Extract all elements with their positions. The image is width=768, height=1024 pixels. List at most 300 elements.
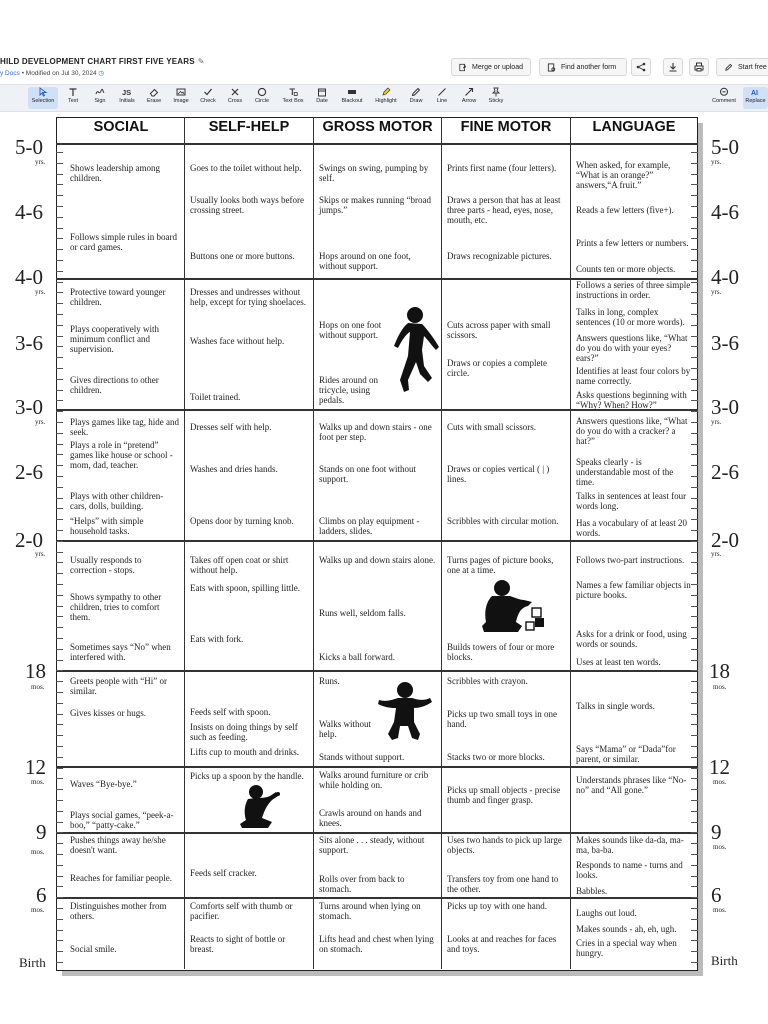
- tool-cross[interactable]: [225, 87, 245, 109]
- line-icon: [437, 87, 447, 97]
- age-tick: [691, 530, 698, 531]
- social-item: Plays a role in “pretend” games like house or school - mom, dad, teacher.: [70, 440, 173, 470]
- age-tick: [56, 562, 63, 563]
- language-item: Follows two-part instructions.: [576, 555, 685, 565]
- language-item: Asks questions beginning with “Why? When? How?”: [576, 390, 687, 410]
- self-help-item: Washes and dries hands.: [190, 464, 278, 474]
- age-tick: [56, 390, 63, 391]
- tool-draw-label: Draw: [409, 98, 423, 104]
- pencil-icon[interactable]: ✎: [197, 57, 205, 66]
- tool-text-box[interactable]: [278, 87, 308, 109]
- print-button[interactable]: [689, 58, 709, 76]
- calendar-icon: [317, 87, 327, 97]
- gross-motor-item: Kicks a ball forward.: [319, 652, 395, 662]
- age-tick: [691, 649, 698, 650]
- age-tick: [691, 778, 698, 779]
- find-form-label: Find another form: [561, 63, 617, 71]
- tool-line[interactable]: [433, 87, 451, 109]
- tool-sticky[interactable]: [485, 87, 507, 109]
- self-help-item: Goes to the toilet without help.: [190, 163, 302, 173]
- social-item: Gives directions to other children.: [70, 375, 159, 395]
- age-tick: [691, 951, 698, 952]
- gross-motor-item: Skips or makes running “broad jumps.”: [319, 195, 431, 215]
- merge-upload-button[interactable]: [451, 58, 531, 76]
- age-tick: [56, 703, 63, 704]
- tool-sign-label: Sign: [94, 98, 106, 104]
- age-label-6-left: 6: [36, 883, 47, 907]
- age-tick: [56, 184, 63, 185]
- social-item: Protective toward younger children.: [70, 287, 166, 307]
- age-unit-right: mos.: [713, 843, 727, 851]
- age-label-2-0-right: 2-0: [711, 528, 739, 552]
- fine-motor-item: Draws or copies a complete circle.: [447, 358, 547, 378]
- self-help-item: Picks up a spoon by the handle.: [190, 771, 304, 781]
- tool-image-label: Image: [173, 98, 189, 104]
- start-free-label: Start free: [738, 63, 767, 71]
- self-help-item: Dresses self with help.: [190, 422, 272, 432]
- age-tick: [56, 616, 63, 617]
- age-tick: [691, 379, 698, 380]
- tool-text-label: Text: [67, 98, 79, 104]
- gross-motor-item: Walks up and down stairs - one foot per step.: [319, 422, 432, 442]
- age-tick: [56, 670, 63, 671]
- meta-separator: •: [21, 70, 24, 77]
- signature-icon: [95, 87, 105, 97]
- age-label-9-right: 9: [711, 820, 722, 844]
- fine-motor-item: Picks up small objects - precise thumb and finger grasp.: [447, 785, 561, 805]
- age-tick: [56, 444, 63, 445]
- age-label-18-left: 18: [25, 659, 46, 683]
- age-tick: [691, 789, 698, 790]
- eraser-icon: [149, 87, 159, 97]
- tool-arrow[interactable]: [458, 87, 480, 109]
- tool-initials[interactable]: [114, 87, 140, 109]
- tool-image[interactable]: [170, 87, 192, 109]
- comment-icon: [719, 87, 729, 97]
- fine-motor-item: Scribbles with circular motion.: [447, 516, 559, 526]
- document-title[interactable]: [0, 57, 205, 66]
- age-tick: [691, 660, 698, 661]
- social-item: Plays with other children- cars, dolls, building.: [70, 491, 164, 511]
- age-tick: [691, 519, 698, 520]
- fine-motor-item: Stacks two or more blocks.: [447, 752, 545, 762]
- age-tick: [691, 811, 698, 812]
- share-icon: [636, 62, 646, 72]
- social-item: Plays games like tag, hide and seek.: [70, 417, 179, 437]
- age-tick: [691, 768, 698, 769]
- age-tick: [691, 584, 698, 585]
- age-tick: [56, 854, 63, 855]
- age-label-4-6-right: 4-6: [711, 200, 739, 224]
- row-divider: [56, 766, 698, 768]
- age-tick: [691, 897, 698, 898]
- age-tick: [691, 930, 698, 931]
- age-tick: [691, 962, 698, 963]
- language-item: Follows a series of three simple instructions in order.: [576, 280, 691, 300]
- gross-motor-item: Hops on one foot without support.: [319, 320, 382, 340]
- initials-icon: [122, 87, 132, 97]
- download-icon: [668, 62, 678, 72]
- age-tick: [56, 454, 63, 455]
- age-unit-right: mos.: [713, 906, 727, 914]
- language-item: Makes sounds - ah, eh, ugh.: [576, 924, 677, 934]
- header-fine-motor: FINE MOTOR: [460, 119, 552, 135]
- age-tick: [691, 174, 698, 175]
- language-item: Makes sounds like da-da, ma-ma, ba-ba.: [576, 835, 684, 855]
- age-tick: [691, 886, 698, 887]
- clock-icon: ◷: [98, 70, 105, 77]
- document-title-text: HILD DEVELOPMENT CHART FIRST FIVE YEARS: [0, 57, 195, 66]
- gross-motor-item: Stands without support.: [319, 752, 405, 762]
- gross-motor-item: Climbs on play equipment - ladders, slides.: [319, 516, 420, 536]
- tool-highlight[interactable]: [371, 87, 401, 109]
- merge-upload-label: Merge or upload: [472, 63, 523, 71]
- age-tick: [691, 541, 698, 542]
- age-label-birth-right: Birth: [711, 953, 738, 968]
- self-help-item: Takes off open coat or shirt without help.: [190, 555, 289, 575]
- gross-motor-item: Turns around when lying on stomach.: [319, 901, 421, 921]
- age-tick: [56, 519, 63, 520]
- age-tick: [691, 854, 698, 855]
- tool-comment[interactable]: [708, 87, 740, 109]
- download-button[interactable]: [663, 58, 683, 76]
- fine-motor-item: Cuts with small scissors.: [447, 422, 537, 432]
- age-tick: [691, 832, 698, 833]
- social-item: Gives kisses or hugs.: [70, 708, 146, 718]
- age-tick: [56, 962, 63, 963]
- age-tick: [691, 714, 698, 715]
- age-tick: [691, 454, 698, 455]
- social-item: Plays social games, “peek-a-boo,” “patty-cake.”: [70, 810, 174, 830]
- age-tick: [691, 346, 698, 347]
- age-tick: [691, 228, 698, 229]
- age-tick: [56, 433, 63, 434]
- age-tick: [691, 822, 698, 823]
- language-item: Uses at least ten words.: [576, 657, 661, 667]
- age-unit-left: yrs.: [35, 550, 46, 558]
- tool-comment-label: Comment: [712, 98, 736, 104]
- age-tick: [691, 800, 698, 801]
- social-item: Pushes things away he/she doesn't want.: [70, 835, 166, 855]
- age-tick: [691, 282, 698, 283]
- self-help-item: Washes face without help.: [190, 336, 285, 346]
- age-tick: [56, 789, 63, 790]
- tool-blackout-label: Blackout: [341, 98, 363, 104]
- language-item: Prints a few letters or numbers.: [576, 238, 689, 248]
- self-help-item: Eats with spoon, spilling little.: [190, 583, 300, 593]
- modified-date: Modified on Jul 30, 2024: [25, 70, 97, 77]
- age-tick: [56, 606, 63, 607]
- age-tick: [691, 260, 698, 261]
- tool-line-label: Line: [436, 98, 448, 104]
- tool-circle[interactable]: [251, 87, 273, 109]
- age-unit-right: mos.: [713, 778, 727, 786]
- age-tick: [691, 865, 698, 866]
- fine-motor-item: Scribbles with crayon.: [447, 676, 528, 686]
- age-tick: [691, 465, 698, 466]
- blackout-icon: [347, 87, 357, 97]
- pencil-icon: [411, 87, 421, 97]
- running-child-silhouette: [388, 306, 440, 394]
- age-tick: [56, 649, 63, 650]
- age-tick: [56, 228, 63, 229]
- age-label-4-0-left: 4-0: [15, 265, 43, 289]
- age-unit-left: mos.: [31, 683, 45, 691]
- age-tick: [691, 249, 698, 250]
- age-tick: [691, 184, 698, 185]
- gross-motor-item: Walks around furniture or crib while holding on.: [319, 770, 429, 790]
- language-item: When asked, for example, “What is an orange?” answers,“A fruit.”: [576, 160, 671, 190]
- age-tick: [691, 724, 698, 725]
- chart-shadow-bottom: [62, 971, 703, 976]
- age-tick: [56, 746, 63, 747]
- age-tick: [691, 876, 698, 877]
- gross-motor-item: Hops around on one foot, without support.: [319, 251, 411, 271]
- age-label-birth-left: Birth: [19, 955, 46, 970]
- age-tick: [691, 508, 698, 509]
- language-item: Asks for a drink or food, using words or sounds.: [576, 629, 687, 649]
- age-label-4-6-left: 4-6: [15, 200, 43, 224]
- age-tick: [56, 822, 63, 823]
- age-tick: [691, 703, 698, 704]
- age-label-18-right: 18: [709, 659, 730, 683]
- language-item: Answers questions like, “What do you do with your eyes? ears?”: [576, 333, 688, 363]
- age-tick: [56, 832, 63, 833]
- age-tick: [56, 919, 63, 920]
- age-tick: [691, 552, 698, 553]
- age-tick: [56, 876, 63, 877]
- walking-baby-silhouette: [376, 680, 434, 742]
- age-label-12-right: 12: [709, 755, 730, 779]
- age-tick: [56, 498, 63, 499]
- header-self-help: SELF-HELP: [208, 119, 290, 135]
- age-unit-right: yrs.: [711, 288, 722, 296]
- tool-sticky-label: Sticky: [488, 98, 504, 104]
- replace-icon: [751, 87, 761, 97]
- column-divider: [441, 117, 442, 969]
- tool-replace[interactable]: [743, 87, 768, 109]
- document-icon: [547, 63, 556, 72]
- sitting-baby-silhouette: [238, 784, 284, 830]
- tool-erase[interactable]: [144, 87, 164, 109]
- age-tick: [56, 206, 63, 207]
- age-unit-left: mos.: [31, 848, 45, 856]
- age-tick: [56, 282, 63, 283]
- highlighter-icon: [381, 87, 391, 97]
- age-tick: [691, 152, 698, 153]
- age-tick: [691, 638, 698, 639]
- column-divider: [313, 117, 314, 969]
- printer-icon: [694, 62, 704, 72]
- social-item: Usually responds to correction - stops.: [70, 555, 142, 575]
- svg-text:JS: JS: [122, 88, 132, 97]
- age-tick: [691, 498, 698, 499]
- age-tick: [691, 336, 698, 337]
- gross-motor-item: Rides around on tricycle, using pedals.: [319, 375, 378, 405]
- social-item: “Helps” with simple household tasks.: [70, 516, 144, 536]
- fine-motor-item: Draws or copies vertical ( | ) lines.: [447, 464, 550, 484]
- language-item: Laughs out loud.: [576, 908, 637, 918]
- gross-motor-item: Walks up and down stairs alone.: [319, 555, 436, 565]
- gross-motor-item: Swings on swing, pumping by self.: [319, 163, 429, 183]
- age-tick: [691, 271, 698, 272]
- header-gross-motor: GROSS MOTOR: [322, 119, 433, 135]
- age-tick: [56, 325, 63, 326]
- age-tick: [56, 584, 63, 585]
- age-tick: [691, 606, 698, 607]
- language-item: Reads a few letters (five+).: [576, 205, 674, 215]
- editor-toolbar: [0, 84, 768, 112]
- tool-erase-label: Erase: [146, 98, 162, 104]
- age-unit-left: yrs.: [35, 288, 46, 296]
- language-item: Identifies at least four colors by name correctly.: [576, 366, 691, 386]
- language-item: Has a vocabulary of at least 20 words.: [576, 518, 687, 538]
- social-item: Follows simple rules in board or card games.: [70, 232, 177, 252]
- age-tick: [56, 681, 63, 682]
- chart-shadow-right: [698, 123, 703, 975]
- age-tick: [56, 249, 63, 250]
- language-item: Responds to name - turns and looks.: [576, 860, 683, 880]
- fine-motor-item: Cuts across paper with small scissors.: [447, 320, 551, 340]
- language-item: Says “Mama” or “Dada”for parent, or similar.: [576, 744, 676, 764]
- age-unit-right: yrs.: [711, 158, 722, 166]
- tool-text[interactable]: [63, 87, 83, 109]
- age-tick: [56, 886, 63, 887]
- self-help-item: Toilet trained.: [190, 392, 241, 402]
- age-unit-left: yrs.: [35, 418, 46, 426]
- age-unit-right: yrs.: [711, 418, 722, 426]
- header-social: SOCIAL: [93, 119, 149, 135]
- share-button[interactable]: [631, 58, 651, 76]
- fine-motor-item: Transfers toy from one hand to the other.: [447, 874, 559, 894]
- age-tick: [691, 195, 698, 196]
- language-item: Talks in sentences at least four words long.: [576, 491, 687, 511]
- age-tick: [691, 573, 698, 574]
- tool-draw[interactable]: [406, 87, 426, 109]
- age-tick: [56, 908, 63, 909]
- brand-label[interactable]: y Docs: [0, 70, 20, 77]
- tool-text-box-label: Text Box: [282, 98, 304, 104]
- age-label-6-right: 6: [711, 883, 722, 907]
- tool-blackout[interactable]: [337, 87, 367, 109]
- age-tick: [56, 897, 63, 898]
- age-label-9-left: 9: [36, 820, 47, 844]
- age-tick: [56, 400, 63, 401]
- age-tick: [691, 368, 698, 369]
- language-item: Talks in long, complex sentences (10 or more words).: [576, 307, 685, 327]
- gross-motor-item: Runs.: [319, 676, 340, 686]
- age-tick: [691, 919, 698, 920]
- tool-date[interactable]: [313, 87, 331, 109]
- age-tick: [56, 303, 63, 304]
- age-tick: [691, 357, 698, 358]
- age-tick: [56, 940, 63, 941]
- age-tick: [56, 692, 63, 693]
- age-tick: [691, 843, 698, 844]
- age-tick: [691, 692, 698, 693]
- tool-date-label: Date: [316, 98, 328, 104]
- gross-motor-item: Walks without help.: [319, 719, 372, 739]
- fine-motor-item: Picks up toy with one hand.: [447, 901, 547, 911]
- fine-motor-item: Looks at and reaches for faces and toys.: [447, 934, 557, 954]
- age-tick: [56, 195, 63, 196]
- age-tick: [56, 660, 63, 661]
- age-tick: [56, 735, 63, 736]
- language-item: Names a few familiar objects in picture books.: [576, 580, 691, 600]
- age-tick: [56, 843, 63, 844]
- age-tick: [691, 595, 698, 596]
- age-tick: [56, 865, 63, 866]
- age-tick: [56, 379, 63, 380]
- fine-motor-item: Picks up two small toys in one hand.: [447, 709, 557, 729]
- self-help-item: Buttons one or more buttons.: [190, 251, 295, 261]
- find-form-button[interactable]: [539, 58, 627, 76]
- language-item: Babbles.: [576, 886, 608, 896]
- age-unit-left: mos.: [31, 778, 45, 786]
- tool-selection[interactable]: [28, 87, 58, 109]
- gross-motor-item: Rolls over from back to stomach.: [319, 874, 405, 894]
- age-tick: [691, 476, 698, 477]
- age-tick: [56, 724, 63, 725]
- age-tick: [56, 541, 63, 542]
- age-tick: [56, 811, 63, 812]
- age-tick: [691, 217, 698, 218]
- column-divider: [570, 117, 571, 969]
- cross-icon: [230, 87, 240, 97]
- social-item: Distinguishes mother from others.: [70, 901, 167, 921]
- self-help-item: Opens door by turning knob.: [190, 516, 294, 526]
- age-label-5-0-left: 5-0: [15, 135, 43, 159]
- age-tick: [56, 530, 63, 531]
- age-tick: [56, 217, 63, 218]
- age-tick: [691, 735, 698, 736]
- age-tick: [691, 616, 698, 617]
- age-tick: [691, 206, 698, 207]
- age-tick: [56, 260, 63, 261]
- age-tick: [691, 940, 698, 941]
- age-tick: [56, 357, 63, 358]
- age-label-3-6-left: 3-6: [15, 331, 43, 355]
- row-divider: [56, 832, 698, 834]
- age-label-3-0-left: 3-0: [15, 395, 43, 419]
- age-tick: [691, 292, 698, 293]
- tool-check[interactable]: [197, 87, 219, 109]
- age-tick: [56, 163, 63, 164]
- tool-sign[interactable]: [90, 87, 110, 109]
- social-item: Shows sympathy to other children, tries to comfort them.: [70, 592, 162, 622]
- language-item: Answers questions like, “What do you do with a cracker? a hat?”: [576, 416, 688, 446]
- age-label-2-6-left: 2-6: [15, 460, 43, 484]
- social-item: Social smile.: [70, 944, 117, 954]
- age-tick: [56, 714, 63, 715]
- age-label-2-6-right: 2-6: [711, 460, 739, 484]
- svg-text:AI: AI: [750, 90, 758, 97]
- social-item: Sometimes says “No” when interfered with.: [70, 642, 171, 662]
- age-unit-right: yrs.: [711, 550, 722, 558]
- age-tick: [691, 908, 698, 909]
- age-tick: [56, 292, 63, 293]
- header-language: LANGUAGE: [592, 119, 676, 135]
- age-unit-left: mos.: [31, 906, 45, 914]
- tool-cross-label: Cross: [227, 98, 243, 104]
- tool-selection-label: Selection: [31, 98, 55, 104]
- tool-circle-label: Circle: [254, 98, 270, 104]
- age-tick: [56, 638, 63, 639]
- start-free-button[interactable]: [716, 58, 768, 76]
- row-divider: [56, 540, 698, 542]
- header-divider: [56, 143, 698, 145]
- age-tick: [56, 951, 63, 952]
